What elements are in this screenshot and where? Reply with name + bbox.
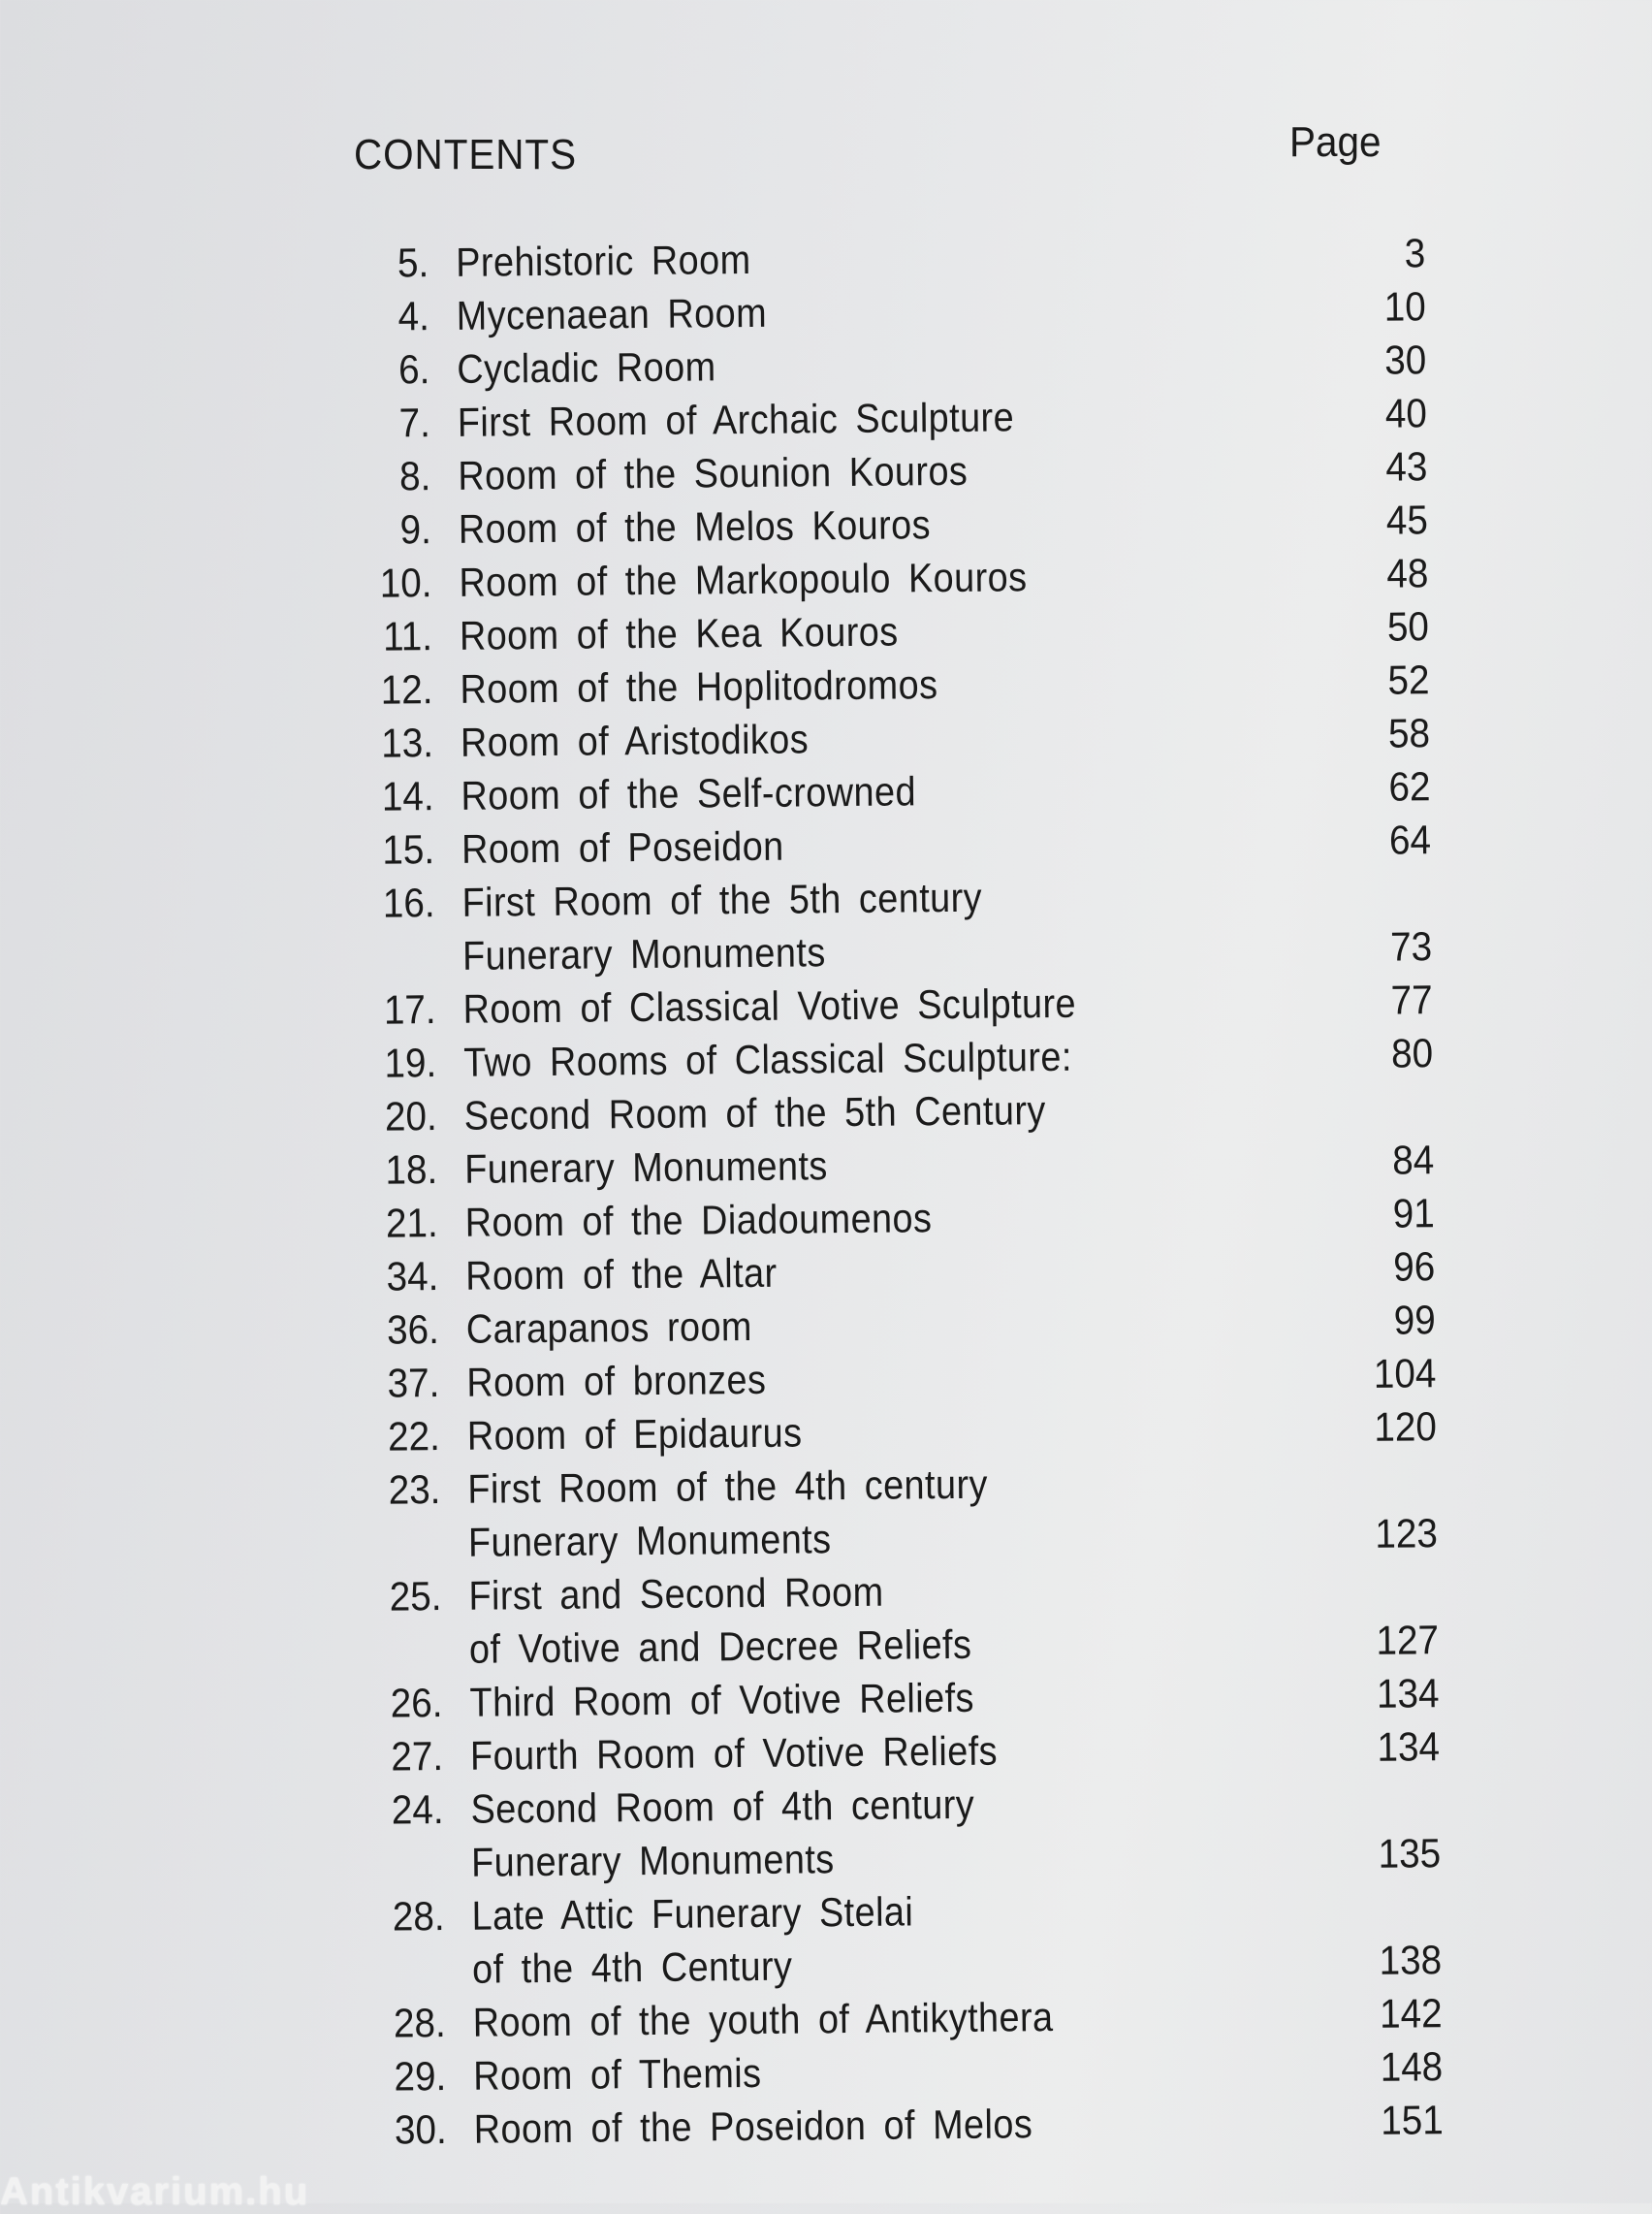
room-number: 22. [387, 1413, 441, 1460]
room-number: 15. [382, 826, 435, 873]
room-title: Second Room of 4th century [470, 1781, 975, 1832]
page-number: 73 [1389, 923, 1433, 970]
page-number: 138 [1379, 1937, 1443, 1983]
page-number: 151 [1380, 2097, 1444, 2143]
room-title: Room of Epidaurus [466, 1409, 803, 1459]
page-number: 45 [1385, 497, 1429, 543]
room-number: 6. [397, 346, 430, 393]
room-number: 23. [388, 1466, 441, 1513]
room-title: Room of the Altar [465, 1249, 778, 1299]
page-number: 134 [1377, 1723, 1441, 1770]
room-title: Room of the Sounion Kouros [458, 447, 969, 498]
room-title: Second Room of the 5th Century [463, 1087, 1046, 1139]
room-number: 28. [392, 1893, 445, 1940]
room-number: 19. 20. [384, 1040, 437, 1139]
room-title: Room of the Poseidon of Melos [473, 2101, 1033, 2152]
room-title: Cycladic Room [457, 343, 716, 392]
room-number: 7. [398, 400, 431, 446]
room-title: Room of Aristodikos [460, 716, 810, 765]
room-number: 29. [394, 2053, 447, 2100]
page-number: 77 [1390, 977, 1433, 1023]
room-number: 24. [391, 1786, 444, 1833]
room-number: 16. [382, 880, 435, 926]
room-number: 8. [398, 453, 431, 499]
page-number: 48 [1386, 550, 1429, 596]
room-number: 17. [383, 986, 436, 1033]
page-number: 3 [1404, 230, 1426, 276]
page-number: 96 [1393, 1243, 1436, 1290]
room-title: Room of the Diadoumenos [464, 1195, 933, 1245]
room-title: of Votive and Decree Reliefs [468, 1620, 972, 1672]
room-number: 34. [386, 1253, 439, 1300]
room-title: Room of Poseidon [461, 822, 784, 872]
room-number: 21. [385, 1200, 438, 1246]
page-number: 62 [1388, 763, 1431, 810]
page-number: 135 [1378, 1830, 1442, 1877]
room-number [355, 1089, 437, 1090]
room-title: Mycenaean Room [456, 289, 768, 338]
room-title: Room of the Self-crowned [461, 768, 917, 818]
room-title: Room of Themis [472, 2049, 762, 2099]
room-number: 14. [381, 773, 434, 819]
page-number: 120 [1374, 1403, 1438, 1450]
room-title: Fourth Room of Votive Reliefs [469, 1727, 999, 1779]
page-number: 99 [1393, 1297, 1436, 1343]
page-number: 148 [1380, 2043, 1444, 2090]
page-number: 50 [1386, 603, 1430, 650]
room-title: First and Second Room [468, 1568, 884, 1619]
page-number: 134 [1376, 1670, 1440, 1717]
page-number: 84 [1391, 1137, 1435, 1183]
page-number: 30 [1384, 337, 1427, 383]
room-number: 25. [389, 1573, 442, 1620]
room-title: Room of Classical Votive Sculpture [462, 979, 1077, 1032]
toc-entry [357, 2093, 1443, 2157]
room-title: of the 4th Century [471, 1942, 793, 1992]
page-number: 123 [1375, 1510, 1439, 1556]
room-title: Carapanos room [465, 1302, 753, 1352]
room-title: Funerary Monuments [470, 1836, 835, 1885]
room-number: 12. [380, 666, 433, 713]
room-number: 4. [397, 293, 430, 339]
page-number: 43 [1385, 443, 1428, 490]
room-number: 28. [393, 2000, 446, 2046]
page-number: 104 [1373, 1350, 1437, 1396]
page-number: 64 [1388, 817, 1432, 863]
room-title: Room of the Kea Kouros [459, 608, 899, 658]
room-number: 37. [387, 1360, 440, 1406]
room-title: First Room of the 4th century [467, 1460, 989, 1512]
room-title: First Room of Archaic Sculpture [457, 394, 1015, 445]
room-title: Room of the Markopoulo Kouros [459, 554, 1028, 605]
watermark: Antikvarium.hu [0, 2170, 310, 2213]
room-number: 30. [394, 2106, 447, 2153]
contents-heading: CONTENTS [354, 131, 577, 178]
page-number: 91 [1392, 1190, 1435, 1236]
room-number: 5. [397, 240, 429, 286]
room-number: 26. [390, 1680, 443, 1726]
room-title: Prehistoric Room [456, 236, 751, 285]
page-number: 10 [1383, 283, 1426, 330]
page-number: 52 [1387, 657, 1430, 703]
room-title: Room of the youth of Antikythera [472, 1994, 1054, 2045]
room-number: 9. [399, 506, 432, 553]
page-column-heading: Page [1289, 118, 1382, 166]
room-number: 18. [385, 1146, 438, 1193]
room-number: 36. [386, 1306, 440, 1353]
room-title: Funerary Monuments [461, 929, 826, 979]
room-title: Late Attic Funerary Stelai [471, 1888, 914, 1939]
page-number: 40 [1384, 390, 1428, 436]
room-number: 27. [391, 1733, 444, 1780]
room-title: Funerary Monuments [464, 1142, 828, 1192]
room-title: First Room of the 5th century [461, 874, 983, 925]
room-title: Room of bronzes [466, 1356, 767, 1405]
table-of-contents [339, 226, 1444, 2157]
room-number: 11. [382, 613, 433, 659]
room-title: Two Rooms of Classical Sculpture: [462, 1033, 1073, 1085]
room-title: Room of the Melos Kouros [458, 501, 932, 552]
room-number: 13. [381, 720, 434, 766]
room-title: Room of the Hoplitodromos [460, 661, 938, 712]
room-title: Third Room of Votive Reliefs [469, 1674, 975, 1725]
page-number: 80 [1390, 1030, 1434, 1076]
room-number: 10. [379, 560, 432, 606]
page-number: 142 [1379, 1990, 1443, 2037]
page-number [1326, 1079, 1433, 1080]
page-number: 58 [1387, 710, 1431, 756]
room-title: Funerary Monuments [467, 1516, 832, 1565]
page-number: 127 [1376, 1617, 1440, 1663]
